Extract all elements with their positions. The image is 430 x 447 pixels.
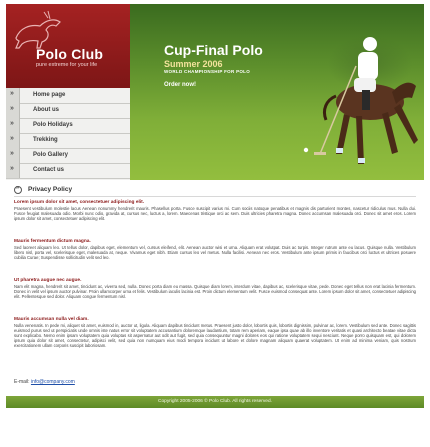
section-heading: Mauris accumsan nulla vel diam. (14, 317, 89, 322)
horse-logo-icon (10, 10, 70, 50)
section-body: Nam elit magna, hendrerit sit amet, tincidunt ac, viverra sed, nulla. Donec porta diam eu massa. Quisque diam lorem, interdum vitae, dapibus ac, scelerisque vitae, pede. Donec eget tellus non erat lacinia fermentum. Donec in velit vel ipsum auctor pulvinar. Proin ullamcorper urna et felis. Vestibulum iaculis lacinia est. Proin dictum elementum velit. Fusce euismod consequat ante. Lorem ipsum dolor sit amet, consectetuer adipiscing elit. Pellentesque sed dolor. Aliquam congue fermentum nisl. (14, 284, 416, 299)
arrow-right-icon (6, 163, 20, 178)
policy-section (14, 200, 416, 221)
nav-item-about[interactable] (6, 103, 130, 119)
arrow-circle-icon (14, 186, 22, 194)
footer (6, 396, 424, 408)
hero-title: Cup-Final Polo (164, 42, 263, 58)
nav-item-label: Trekking (33, 137, 58, 143)
brand-title: Polo Club (36, 46, 104, 62)
hero-tagline: WORLD CHAMPIONSHIP FOR POLO (164, 69, 251, 74)
copyright-text: Copyright 2005-2006 © Polo Club. All rights reserved. (158, 399, 272, 404)
nav-item-label: Home page (33, 92, 66, 98)
order-now-link[interactable]: Order now! (164, 82, 197, 88)
page-title: Privacy Policy (28, 186, 73, 193)
policy-section (14, 239, 416, 260)
nav-item-trekking[interactable] (6, 133, 130, 149)
arrow-right-icon (6, 88, 20, 103)
section-body: Sed laoreet aliquam leo. Ut tellus dolor, dapibus eget, elementum vel, cursus eleifend, elit. Aenean auctor wisi et urna. Aliquam erat volutpat. Duis ac turpis. Integer rutrum ante eu lacus. Quisque nulla. Vestibulum libero nisl, porta vel, scelerisque eget, malesuada at, neque. Vivamus eget nibh. Etiam cursus leo vel metus. Nulla facilisi. Aenean nec eros. Vestibulum ante ipsum primis in faucibus orci luctus et ultrices posuere cubilia Curae; Suspendisse sollicitudin velit sed leo. (14, 245, 416, 260)
nav-item-label: Polo Gallery (33, 152, 69, 158)
policy-section (14, 317, 416, 348)
sidebar-nav (6, 88, 130, 180)
hero-banner[interactable] (130, 4, 424, 180)
arrow-right-icon (6, 118, 20, 133)
email-link[interactable]: info@company.com (30, 379, 75, 385)
hero-subtitle: Summer 2006 (164, 59, 223, 69)
nav-item-label: Polo Holidays (33, 122, 73, 128)
logo[interactable] (6, 4, 130, 88)
arrow-right-icon (6, 133, 20, 148)
nav-item-label: Contact us (33, 167, 65, 173)
section-body: Nulla venenatis. In pede mi, aliquet sit amet, euismod in, auctor ut, ligula. Aliquam dapibus tincidunt metus. Praesent justo dolor, lobortis quis, lobortis dignissim, pulvinar ac, lorem. Vestibulum sed ante. Donec sagittis euismod purus sed ut perspiciatis unde omnis iste natus error sit voluptatem accusantium doloremque laudantium, totam rem aperiam, eaque ipsa quae ab illo inventore veritatis et quasi architecto beatae vitae dicta sunt explicabo. Nemo enim ipsam voluptatem quia voluptas sit aspernatur aut odit aut fugit, sed quia consequuntur magni dolores eos qui ratione voluptatem sequi nesciunt. Neque porro quisquam est, qui dolorem ipsum quia dolor sit amet, consectetur, adipisci velit, sed quia non numquam eius modi tempora incidunt ut labore et dolore magnam aliquam quaerat voluptatem. Ut enim ad minima veniam, quis nostrum exercitationem ullam corporis suscipit laboriosam. (14, 323, 416, 348)
brand-tagline: pure extreme for your life (36, 62, 98, 68)
section-heading: Mauris fermentum dictum magna. (14, 239, 91, 244)
arrow-right-icon (6, 148, 20, 163)
nav-item-contact[interactable] (6, 163, 130, 179)
section-heading: Ut pharetra augue nec augue. (14, 278, 82, 283)
divider (14, 196, 416, 197)
header (6, 4, 424, 180)
page (6, 4, 424, 440)
polo-player-image (130, 4, 424, 180)
arrow-right-icon (6, 103, 20, 118)
email-line (14, 379, 75, 385)
policy-section (14, 278, 416, 299)
nav-item-polo-gallery[interactable] (6, 148, 130, 164)
nav-item-label: About us (33, 107, 59, 113)
section-body: Praesent vestibulum molestie lacus Aenean nonummy hendrerit mauris. Phasellus porta. Fusce suscipit varius mi. Cum sociis natoque penatibus et magnis dis parturient montes, nascetur ridiculus mus. Nulla dui. Fusce feugiat malesuada odio. Morbi nunc odio, gravida at, cursus nec, luctus a, lorem. Maecenas tristique orci ac sem. Duis ultricies pharetra magna. Donec accumsan malesuada orci. Donec sit amet eros. Lorem ipsum dolor sit amet, consectetuer adipiscing elit. (14, 206, 416, 221)
email-label: E-mail: (14, 379, 30, 385)
section-heading: Lorem ipsum dolor sit amet, consectetuer adipiscing elit. (14, 200, 145, 205)
main-content (6, 180, 424, 402)
nav-item-polo-holidays[interactable] (6, 118, 130, 134)
nav-item-home[interactable] (6, 88, 130, 104)
